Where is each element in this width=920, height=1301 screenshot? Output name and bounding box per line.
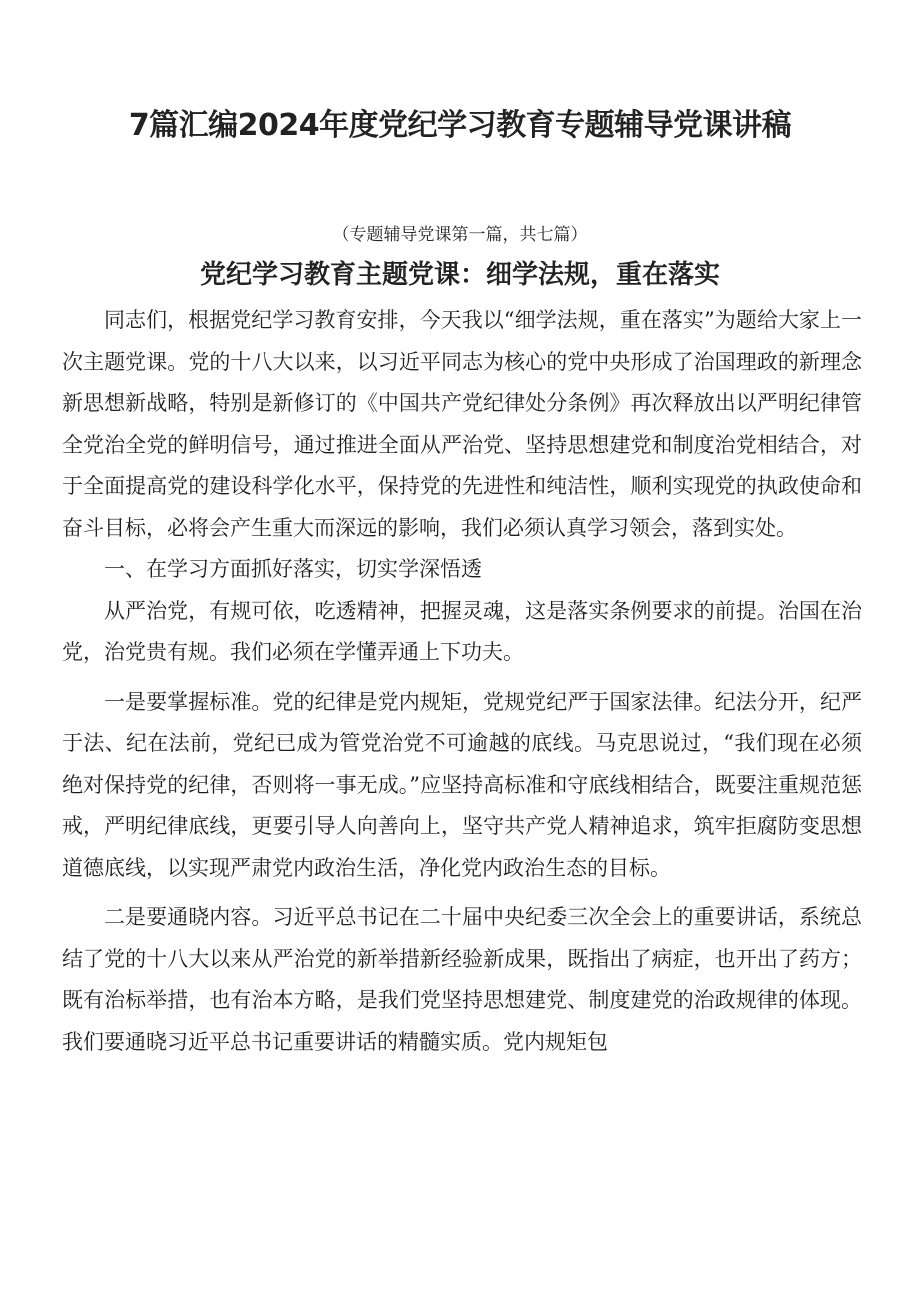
paragraph-standards: 一是要掌握标准。党的纪律是党内规矩，党规党纪严于国家法律。纪法分开，纪严于法、纪在法前，党纪已成为管党治党不可逾越的底线。马克思说过，“我们现在必须绝对保持党的纪律，否则将一事无成。”应坚持高标准和守底线相结合，既要注重规范惩戒，严明纪律底线，更要引导人向善向上，坚守共产党人精神追求，筑牢拒腐防变思想道德底线，以实现严肃党内政治生活，净化党内政治生态的目标。 xyxy=(62,689,862,880)
document-title: 7篇汇编2024年度党纪学习教育专题辅导党课讲稿 xyxy=(128,108,792,143)
paragraph-intro: 同志们，根据党纪学习教育安排，今天我以“细学法规，重在落实”为题给大家上一次主题党课。党的十八大以来，以习近平同志为核心的党中央形成了治国理政的新理念新思想新战略，特别是新修订的《中国共产党纪律处分条例》再次释放出以严明纪律管全党治全党的鲜明信号，通过推进全面从严治党、坚持思想建党和制度治党相结合，对于全面提高党的建设科学化水平，保持党的先进性和纯洁性，顺利实现党的执政使命和奋斗目标，必将会产生重大而深远的影响，我们必须认真学习领会，落到实处。 xyxy=(62,308,862,540)
document-subtitle: （专题辅导党课第一篇，共七篇） xyxy=(332,225,588,245)
lecture-title: 党纪学习教育主题党课：细学法规，重在落实 xyxy=(199,260,720,290)
section-heading-1: 一、在学习方面抓好落实，切实学深悟透 xyxy=(104,557,482,581)
paragraph-principle: 从严治党，有规可依，吃透精神，把握灵魂，这是落实条例要求的前提。治国在治党，治党贵有规。我们必须在学懂弄通上下功夫。 xyxy=(62,598,862,664)
document-body xyxy=(62,300,862,1063)
paragraph-content: 二是要通晓内容。习近平总书记在二十届中央纪委三次全会上的重要讲话，系统总结了党的十八大以来从严治党的新举措新经验新成果，既指出了病症，也开出了药方；既有治标举措，也有治本方略，是我们党坚持思想建党、制度建党的治政规律的体现。我们要通晓习近平总书记重要讲话的精髓实质。党内规矩包 xyxy=(62,905,862,1054)
